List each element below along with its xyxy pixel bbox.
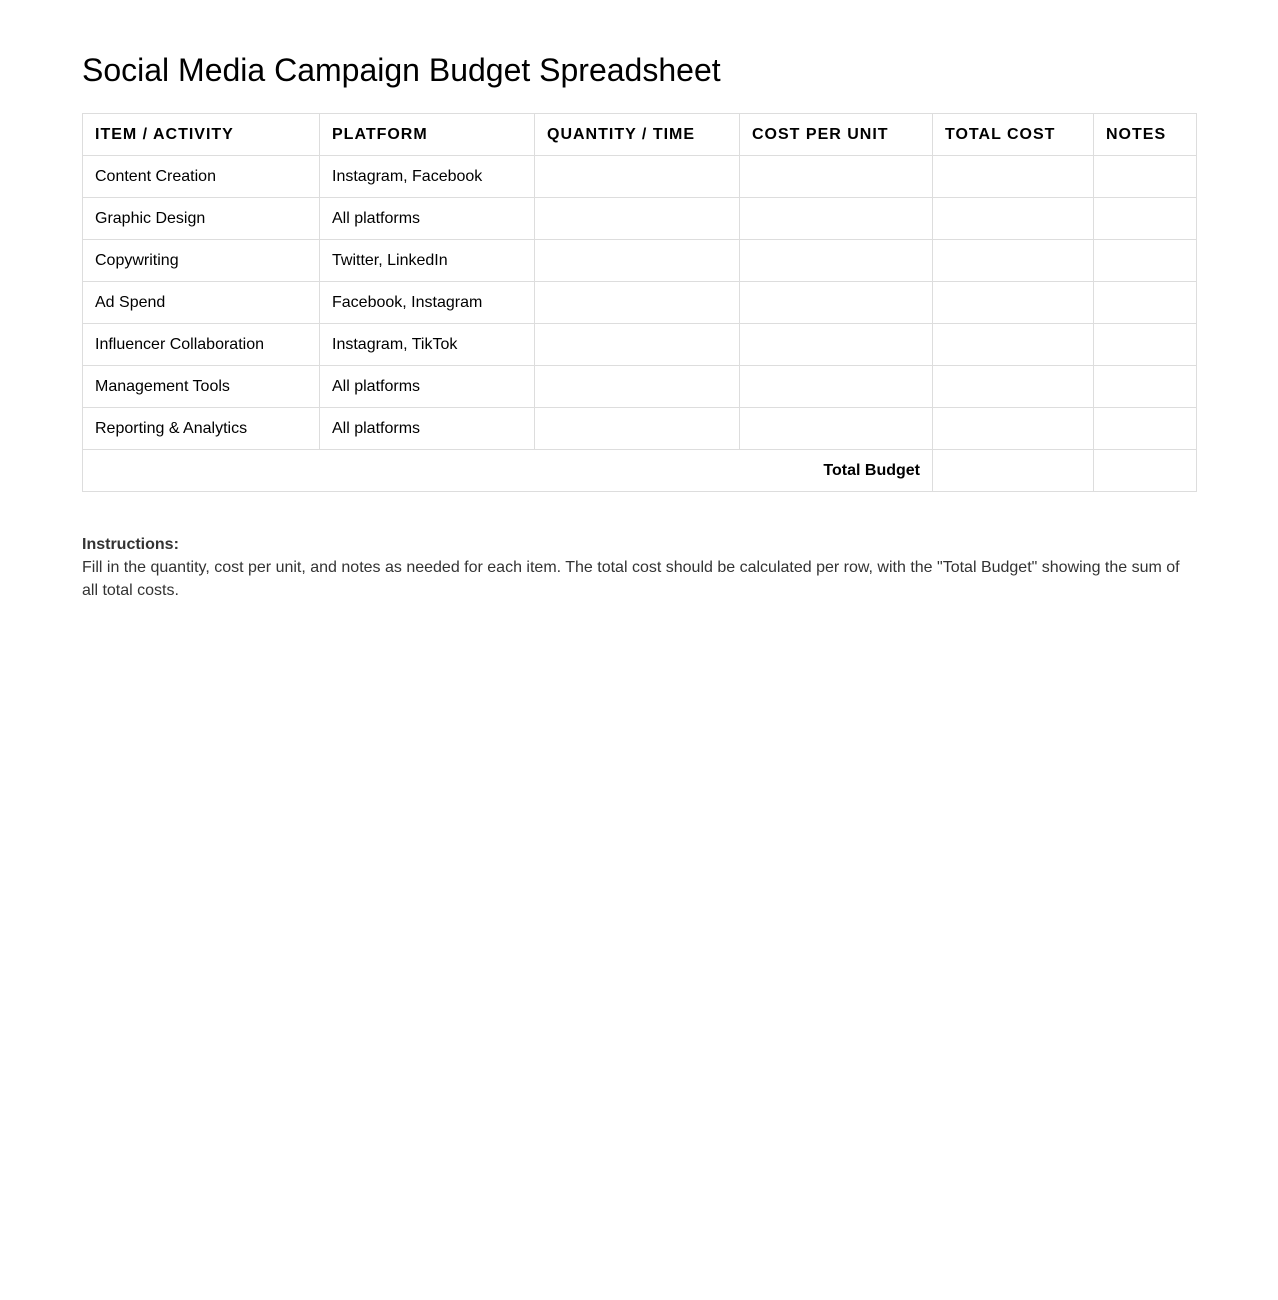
item-cell: Management Tools: [83, 366, 320, 408]
notes-cell[interactable]: [1094, 324, 1197, 366]
platform-cell: All platforms: [320, 366, 535, 408]
total-cost-cell[interactable]: [933, 408, 1094, 450]
cost-per-unit-cell[interactable]: [740, 282, 933, 324]
cost-per-unit-cell[interactable]: [740, 156, 933, 198]
table-row: [83, 240, 1197, 282]
instructions-title: Instructions:: [82, 536, 179, 553]
cost-per-unit-cell[interactable]: [740, 324, 933, 366]
platform-cell: Facebook, Instagram: [320, 282, 535, 324]
notes-cell[interactable]: [1094, 198, 1197, 240]
platform-cell: Instagram, Facebook: [320, 156, 535, 198]
quantity-cell[interactable]: [535, 366, 740, 408]
column-header-platform: PLATFORM: [320, 114, 535, 156]
column-header-total-cost: TOTAL COST: [933, 114, 1094, 156]
notes-cell[interactable]: [1094, 156, 1197, 198]
column-header-cost-per-unit: COST PER UNIT: [740, 114, 933, 156]
notes-cell[interactable]: [1094, 240, 1197, 282]
instructions-text: Fill in the quantity, cost per unit, and notes as needed for each item. The total cost should be calculated per row, with the "Total Budget" showing the sum of all total costs.: [82, 559, 1180, 599]
budget-table: [82, 113, 1197, 492]
platform-cell: Twitter, LinkedIn: [320, 240, 535, 282]
table-row: [83, 156, 1197, 198]
total-budget-label: Total Budget: [83, 450, 933, 492]
item-cell: Reporting & Analytics: [83, 408, 320, 450]
total-budget-notes-cell[interactable]: [1094, 450, 1197, 492]
notes-cell[interactable]: [1094, 282, 1197, 324]
platform-cell: All platforms: [320, 408, 535, 450]
table-header-row: [83, 114, 1197, 156]
table-row: [83, 366, 1197, 408]
column-header-item: ITEM / ACTIVITY: [83, 114, 320, 156]
table-row: [83, 408, 1197, 450]
quantity-cell[interactable]: [535, 408, 740, 450]
item-cell: Graphic Design: [83, 198, 320, 240]
cost-per-unit-cell[interactable]: [740, 366, 933, 408]
cost-per-unit-cell[interactable]: [740, 240, 933, 282]
total-cost-cell[interactable]: [933, 282, 1094, 324]
notes-cell[interactable]: [1094, 366, 1197, 408]
column-header-quantity: QUANTITY / TIME: [535, 114, 740, 156]
column-header-notes: NOTES: [1094, 114, 1197, 156]
item-cell: Influencer Collaboration: [83, 324, 320, 366]
total-cost-cell[interactable]: [933, 240, 1094, 282]
total-cost-cell[interactable]: [933, 324, 1094, 366]
platform-cell: All platforms: [320, 198, 535, 240]
item-cell: Content Creation: [83, 156, 320, 198]
cost-per-unit-cell[interactable]: [740, 198, 933, 240]
total-cost-cell[interactable]: [933, 156, 1094, 198]
instructions-section: [82, 533, 1196, 602]
table-row: [83, 324, 1197, 366]
table-row: [83, 282, 1197, 324]
total-cost-cell[interactable]: [933, 366, 1094, 408]
notes-cell[interactable]: [1094, 408, 1197, 450]
cost-per-unit-cell[interactable]: [740, 408, 933, 450]
quantity-cell[interactable]: [535, 324, 740, 366]
quantity-cell[interactable]: [535, 282, 740, 324]
quantity-cell[interactable]: [535, 156, 740, 198]
item-cell: Copywriting: [83, 240, 320, 282]
total-budget-value-cell[interactable]: [933, 450, 1094, 492]
quantity-cell[interactable]: [535, 198, 740, 240]
platform-cell: Instagram, TikTok: [320, 324, 535, 366]
page-title: Social Media Campaign Budget Spreadsheet: [82, 52, 721, 88]
table-row: [83, 198, 1197, 240]
quantity-cell[interactable]: [535, 240, 740, 282]
item-cell: Ad Spend: [83, 282, 320, 324]
total-budget-row: [83, 450, 1197, 492]
total-cost-cell[interactable]: [933, 198, 1094, 240]
